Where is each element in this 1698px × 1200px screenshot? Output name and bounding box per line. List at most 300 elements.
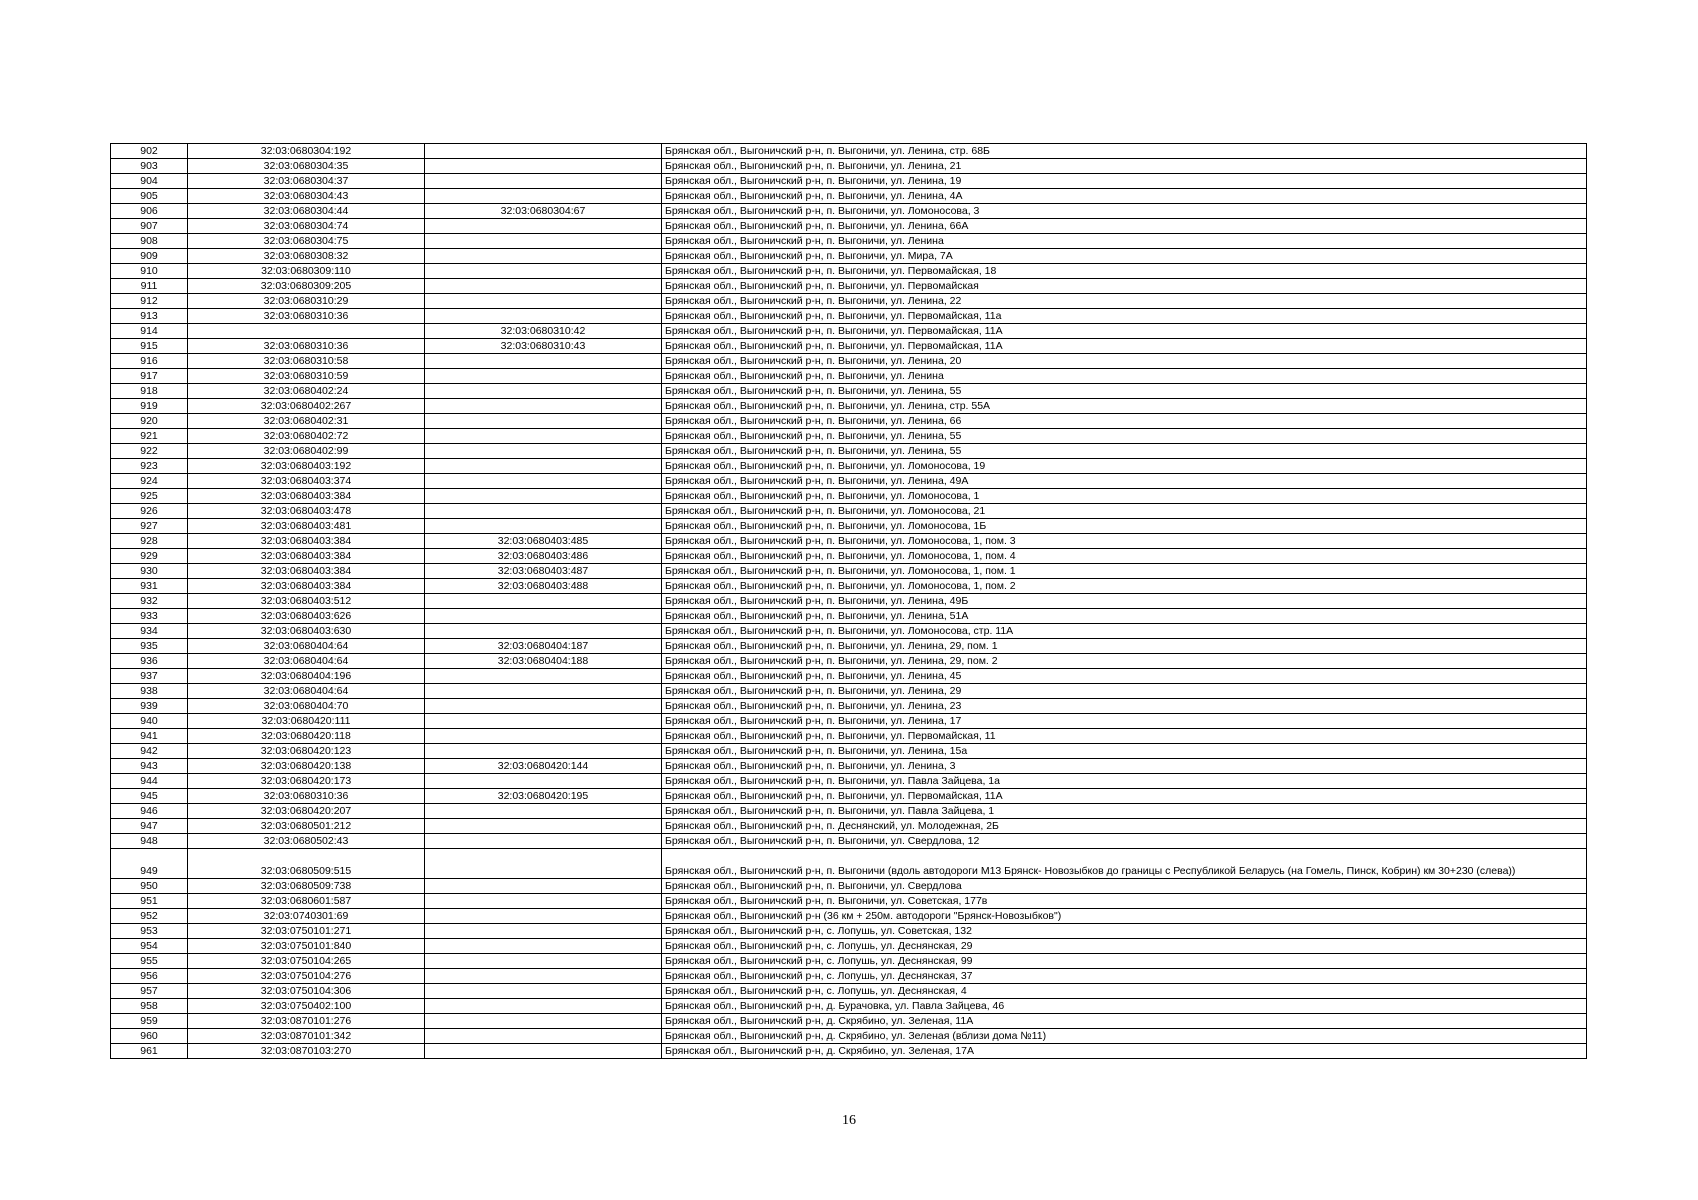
address-cell: Брянская обл., Выгоничский р-н, п. Выгоничи, ул. Ленина, 49А	[662, 474, 1587, 489]
related-cadastral-number-cell	[425, 459, 662, 474]
row-number-cell: 959	[111, 1014, 188, 1029]
row-number-cell: 921	[111, 429, 188, 444]
row-number-cell: 914	[111, 324, 188, 339]
address-cell: Брянская обл., Выгоничский р-н, п. Выгоничи, ул. Ленина, 55	[662, 384, 1587, 399]
table-row	[111, 369, 1587, 384]
related-cadastral-number-cell	[425, 624, 662, 639]
related-cadastral-number-cell	[425, 1044, 662, 1059]
cadastral-number-cell: 32:03:0680310:36	[188, 789, 425, 804]
cadastral-number-cell: 32:03:0750104:265	[188, 954, 425, 969]
table-row	[111, 279, 1587, 294]
row-number-cell: 943	[111, 759, 188, 774]
table-row	[111, 549, 1587, 564]
related-cadastral-number-cell	[425, 384, 662, 399]
address-cell: Брянская обл., Выгоничский р-н, п. Выгоничи, ул. Ломоносова, 19	[662, 459, 1587, 474]
cadastral-number-cell: 32:03:0680509:515	[188, 849, 425, 879]
address-cell: Брянская обл., Выгоничский р-н, д. Скрябино, ул. Зеленая, 17А	[662, 1044, 1587, 1059]
address-cell: Брянская обл., Выгоничский р-н, п. Выгоничи, ул. Первомайская, 11	[662, 729, 1587, 744]
related-cadastral-number-cell	[425, 969, 662, 984]
cadastral-number-cell: 32:03:0680304:35	[188, 159, 425, 174]
table-row	[111, 384, 1587, 399]
related-cadastral-number-cell: 32:03:0680310:42	[425, 324, 662, 339]
row-number-cell: 927	[111, 519, 188, 534]
related-cadastral-number-cell	[425, 219, 662, 234]
cadastral-number-cell: 32:03:0680601:587	[188, 894, 425, 909]
cadastral-number-cell: 32:03:0680403:630	[188, 624, 425, 639]
row-number-cell: 903	[111, 159, 188, 174]
cadastral-number-cell: 32:03:0680403:481	[188, 519, 425, 534]
related-cadastral-number-cell	[425, 819, 662, 834]
cadastral-number-cell: 32:03:0680420:118	[188, 729, 425, 744]
address-cell: Брянская обл., Выгоничский р-н, п. Выгоничи, ул. Ленина	[662, 234, 1587, 249]
related-cadastral-number-cell	[425, 429, 662, 444]
cadastral-number-cell: 32:03:0680420:173	[188, 774, 425, 789]
related-cadastral-number-cell	[425, 444, 662, 459]
related-cadastral-number-cell	[425, 924, 662, 939]
row-number-cell: 956	[111, 969, 188, 984]
row-number-cell: 928	[111, 534, 188, 549]
cadastral-number-cell: 32:03:0680304:192	[188, 144, 425, 159]
cadastral-number-cell: 32:03:0750104:306	[188, 984, 425, 999]
cadastral-number-cell: 32:03:0680310:58	[188, 354, 425, 369]
related-cadastral-number-cell	[425, 729, 662, 744]
address-cell: Брянская обл., Выгоничский р-н, п. Выгоничи, ул. Ленина, 29, пом. 2	[662, 654, 1587, 669]
related-cadastral-number-cell	[425, 489, 662, 504]
related-cadastral-number-cell	[425, 519, 662, 534]
cadastral-number-cell: 32:03:0750104:276	[188, 969, 425, 984]
cadastral-number-cell: 32:03:0680304:44	[188, 204, 425, 219]
related-cadastral-number-cell	[425, 309, 662, 324]
address-cell: Брянская обл., Выгоничский р-н, п. Выгоничи, ул. Ленина, 66	[662, 414, 1587, 429]
address-cell: Брянская обл., Выгоничский р-н (36 км + 250м. автодороги "Брянск-Новозыбков")	[662, 909, 1587, 924]
row-number-cell: 913	[111, 309, 188, 324]
address-cell: Брянская обл., Выгоничский р-н, п. Выгоничи, ул. Ленина, стр. 68Б	[662, 144, 1587, 159]
cadastral-number-cell: 32:03:0680310:36	[188, 339, 425, 354]
cadastral-number-cell: 32:03:0680403:512	[188, 594, 425, 609]
row-number-cell: 951	[111, 894, 188, 909]
table-row	[111, 834, 1587, 849]
table-row	[111, 249, 1587, 264]
related-cadastral-number-cell	[425, 699, 662, 714]
address-cell: Брянская обл., Выгоничский р-н, с. Лопушь, ул. Деснянская, 4	[662, 984, 1587, 999]
row-number-cell: 930	[111, 564, 188, 579]
table-row	[111, 459, 1587, 474]
address-cell: Брянская обл., Выгоничский р-н, п. Выгоничи, ул. Первомайская, 18	[662, 264, 1587, 279]
cadastral-number-cell: 32:03:0680403:384	[188, 534, 425, 549]
table-row	[111, 219, 1587, 234]
cadastral-number-cell: 32:03:0680402:267	[188, 399, 425, 414]
cadastral-number-cell: 32:03:0680403:374	[188, 474, 425, 489]
row-number-cell: 933	[111, 609, 188, 624]
address-cell: Брянская обл., Выгоничский р-н, п. Выгоничи, ул. Ломоносова, стр. 11А	[662, 624, 1587, 639]
related-cadastral-number-cell	[425, 159, 662, 174]
row-number-cell: 961	[111, 1044, 188, 1059]
row-number-cell: 954	[111, 939, 188, 954]
table-row	[111, 984, 1587, 999]
table-row	[111, 564, 1587, 579]
row-number-cell: 941	[111, 729, 188, 744]
address-cell: Брянская обл., Выгоничский р-н, п. Выгоничи, ул. Павла Зайцева, 1	[662, 804, 1587, 819]
address-cell: Брянская обл., Выгоничский р-н, с. Лопушь, ул. Советская, 132	[662, 924, 1587, 939]
cadastral-number-cell: 32:03:0870101:276	[188, 1014, 425, 1029]
address-cell: Брянская обл., Выгоничский р-н, п. Выгоничи, ул. Свердлова, 12	[662, 834, 1587, 849]
row-number-cell: 936	[111, 654, 188, 669]
related-cadastral-number-cell	[425, 1029, 662, 1044]
related-cadastral-number-cell	[425, 504, 662, 519]
row-number-cell: 958	[111, 999, 188, 1014]
address-cell: Брянская обл., Выгоничский р-н, п. Выгоничи, ул. Советская, 177в	[662, 894, 1587, 909]
related-cadastral-number-cell	[425, 999, 662, 1014]
address-cell: Брянская обл., Выгоничский р-н, п. Деснянский, ул. Молодежная, 2Б	[662, 819, 1587, 834]
address-cell: Брянская обл., Выгоничский р-н, п. Выгоничи, ул. Ломоносова, 1, пом. 3	[662, 534, 1587, 549]
related-cadastral-number-cell	[425, 954, 662, 969]
cadastral-number-cell: 32:03:0680402:99	[188, 444, 425, 459]
address-cell: Брянская обл., Выгоничский р-н, с. Лопушь, ул. Деснянская, 37	[662, 969, 1587, 984]
address-cell: Брянская обл., Выгоничский р-н, п. Выгоничи, ул. Мира, 7А	[662, 249, 1587, 264]
table-row	[111, 954, 1587, 969]
address-cell: Брянская обл., Выгоничский р-н, п. Выгоничи, ул. Первомайская, 11А	[662, 789, 1587, 804]
address-cell: Брянская обл., Выгоничский р-н, п. Выгоничи, ул. Ленина, 45	[662, 669, 1587, 684]
related-cadastral-number-cell	[425, 849, 662, 879]
cadastral-number-cell: 32:03:0680308:32	[188, 249, 425, 264]
table-row	[111, 879, 1587, 894]
related-cadastral-number-cell: 32:03:0680304:67	[425, 204, 662, 219]
cadastral-number-cell: 32:03:0680403:384	[188, 564, 425, 579]
table-row	[111, 234, 1587, 249]
table-row	[111, 924, 1587, 939]
row-number-cell: 920	[111, 414, 188, 429]
cadastral-number-cell: 32:03:0680304:75	[188, 234, 425, 249]
row-number-cell: 924	[111, 474, 188, 489]
cadastral-number-cell: 32:03:0680402:72	[188, 429, 425, 444]
cadastral-number-cell: 32:03:0680304:37	[188, 174, 425, 189]
row-number-cell: 955	[111, 954, 188, 969]
address-cell: Брянская обл., Выгоничский р-н, с. Лопушь, ул. Деснянская, 99	[662, 954, 1587, 969]
cadastral-number-cell: 32:03:0750101:840	[188, 939, 425, 954]
cadastral-number-cell: 32:03:0870101:342	[188, 1029, 425, 1044]
cadastral-number-cell: 32:03:0680509:738	[188, 879, 425, 894]
table-row	[111, 309, 1587, 324]
table-row	[111, 774, 1587, 789]
table-row	[111, 639, 1587, 654]
row-number-cell: 937	[111, 669, 188, 684]
table-row	[111, 504, 1587, 519]
related-cadastral-number-cell	[425, 414, 662, 429]
table-row	[111, 609, 1587, 624]
cadastral-number-cell: 32:03:0680420:123	[188, 744, 425, 759]
cadastral-number-cell: 32:03:0680309:205	[188, 279, 425, 294]
address-cell: Брянская обл., Выгоничский р-н, п. Выгоничи, ул. Ленина, 51А	[662, 609, 1587, 624]
address-cell: Брянская обл., Выгоничский р-н, п. Выгоничи, ул. Ленина, 19	[662, 174, 1587, 189]
row-number-cell: 948	[111, 834, 188, 849]
row-number-cell: 960	[111, 1029, 188, 1044]
related-cadastral-number-cell	[425, 264, 662, 279]
row-number-cell: 939	[111, 699, 188, 714]
address-cell: Брянская обл., Выгоничский р-н, п. Выгоничи, ул. Ломоносова, 1, пом. 4	[662, 549, 1587, 564]
related-cadastral-number-cell	[425, 909, 662, 924]
address-cell: Брянская обл., Выгоничский р-н, п. Выгоничи, ул. Ленина, 15а	[662, 744, 1587, 759]
cadastral-number-cell: 32:03:0740301:69	[188, 909, 425, 924]
row-number-cell: 953	[111, 924, 188, 939]
row-number-cell: 904	[111, 174, 188, 189]
row-number-cell: 944	[111, 774, 188, 789]
table-row	[111, 1044, 1587, 1059]
cadastral-number-cell: 32:03:0680310:36	[188, 309, 425, 324]
table-row	[111, 699, 1587, 714]
row-number-cell: 949	[111, 849, 188, 879]
cadastral-number-cell: 32:03:0680310:29	[188, 294, 425, 309]
related-cadastral-number-cell	[425, 354, 662, 369]
row-number-cell: 952	[111, 909, 188, 924]
cadastral-number-cell: 32:03:0680420:207	[188, 804, 425, 819]
row-number-cell: 935	[111, 639, 188, 654]
address-cell: Брянская обл., Выгоничский р-н, п. Выгоничи, ул. Ленина, 55	[662, 444, 1587, 459]
address-cell: Брянская обл., Выгоничский р-н, п. Выгоничи (вдоль автодороги М13 Брянск- Новозыбков до границы с Республикой Беларусь (на Гомель, Пинск, Кобрин) км 30+230 (слева))	[662, 849, 1587, 879]
address-cell: Брянская обл., Выгоничский р-н, п. Выгоничи, ул. Ломоносова, 1	[662, 489, 1587, 504]
cadastral-number-cell: 32:03:0750402:100	[188, 999, 425, 1014]
related-cadastral-number-cell: 32:03:0680404:188	[425, 654, 662, 669]
cadastral-number-cell: 32:03:0680404:70	[188, 699, 425, 714]
table-row	[111, 579, 1587, 594]
related-cadastral-number-cell: 32:03:0680403:487	[425, 564, 662, 579]
table-row	[111, 714, 1587, 729]
cadastral-number-cell: 32:03:0680404:64	[188, 639, 425, 654]
cadastral-number-cell: 32:03:0750101:271	[188, 924, 425, 939]
address-cell: Брянская обл., Выгоничский р-н, п. Выгоничи, ул. Ленина, 55	[662, 429, 1587, 444]
address-cell: Брянская обл., Выгоничский р-н, п. Выгоничи, ул. Ломоносова, 3	[662, 204, 1587, 219]
table-row	[111, 354, 1587, 369]
table-row	[111, 159, 1587, 174]
cadastral-number-cell: 32:03:0870103:270	[188, 1044, 425, 1059]
related-cadastral-number-cell	[425, 894, 662, 909]
cadastral-number-cell: 32:03:0680420:111	[188, 714, 425, 729]
related-cadastral-number-cell	[425, 1014, 662, 1029]
table-row	[111, 489, 1587, 504]
row-number-cell: 926	[111, 504, 188, 519]
table-row	[111, 684, 1587, 699]
table-row	[111, 624, 1587, 639]
cadastral-number-cell: 32:03:0680402:31	[188, 414, 425, 429]
address-cell: Брянская обл., Выгоничский р-н, п. Выгоничи, ул. Павла Зайцева, 1а	[662, 774, 1587, 789]
address-cell: Брянская обл., Выгоничский р-н, п. Выгоничи, ул. Ленина, 21	[662, 159, 1587, 174]
row-number-cell: 946	[111, 804, 188, 819]
address-cell: Брянская обл., Выгоничский р-н, п. Выгоничи, ул. Ломоносова, 21	[662, 504, 1587, 519]
row-number-cell: 950	[111, 879, 188, 894]
row-number-cell: 910	[111, 264, 188, 279]
row-number-cell: 922	[111, 444, 188, 459]
table-row	[111, 264, 1587, 279]
address-cell: Брянская обл., Выгоничский р-н, п. Выгоничи, ул. Ленина, 29	[662, 684, 1587, 699]
cadastral-number-cell: 32:03:0680403:384	[188, 489, 425, 504]
related-cadastral-number-cell: 32:03:0680310:43	[425, 339, 662, 354]
address-cell: Брянская обл., Выгоничский р-н, п. Выгоничи, ул. Ломоносова, 1Б	[662, 519, 1587, 534]
related-cadastral-number-cell	[425, 684, 662, 699]
table-row	[111, 819, 1587, 834]
related-cadastral-number-cell: 32:03:0680420:195	[425, 789, 662, 804]
table-row	[111, 519, 1587, 534]
related-cadastral-number-cell	[425, 834, 662, 849]
related-cadastral-number-cell: 32:03:0680404:187	[425, 639, 662, 654]
address-cell: Брянская обл., Выгоничский р-н, п. Выгоничи, ул. Свердлова	[662, 879, 1587, 894]
address-cell: Брянская обл., Выгоничский р-н, с. Лопушь, ул. Деснянская, 29	[662, 939, 1587, 954]
address-cell: Брянская обл., Выгоничский р-н, п. Выгоничи, ул. Ленина, 29, пом. 1	[662, 639, 1587, 654]
row-number-cell: 905	[111, 189, 188, 204]
related-cadastral-number-cell	[425, 669, 662, 684]
table-row	[111, 144, 1587, 159]
related-cadastral-number-cell	[425, 714, 662, 729]
table-row	[111, 414, 1587, 429]
cadastral-number-cell: 32:03:0680403:384	[188, 549, 425, 564]
address-cell: Брянская обл., Выгоничский р-н, п. Выгоничи, ул. Ленина, 17	[662, 714, 1587, 729]
table-row	[111, 729, 1587, 744]
row-number-cell: 938	[111, 684, 188, 699]
related-cadastral-number-cell: 32:03:0680403:488	[425, 579, 662, 594]
row-number-cell: 916	[111, 354, 188, 369]
address-cell: Брянская обл., Выгоничский р-н, п. Выгоничи, ул. Первомайская	[662, 279, 1587, 294]
address-cell: Брянская обл., Выгоничский р-н, д. Скрябино, ул. Зеленая (вблизи дома №11)	[662, 1029, 1587, 1044]
row-number-cell: 907	[111, 219, 188, 234]
table-row	[111, 1029, 1587, 1044]
row-number-cell: 945	[111, 789, 188, 804]
table-row	[111, 324, 1587, 339]
table-row	[111, 339, 1587, 354]
row-number-cell: 957	[111, 984, 188, 999]
row-number-cell: 908	[111, 234, 188, 249]
registry-table	[110, 143, 1587, 1059]
address-cell: Брянская обл., Выгоничский р-н, п. Выгоничи, ул. Первомайская, 11А	[662, 339, 1587, 354]
cadastral-number-cell	[188, 324, 425, 339]
cadastral-number-cell: 32:03:0680304:74	[188, 219, 425, 234]
related-cadastral-number-cell: 32:03:0680403:485	[425, 534, 662, 549]
row-number-cell: 947	[111, 819, 188, 834]
table-row	[111, 759, 1587, 774]
row-number-cell: 932	[111, 594, 188, 609]
row-number-cell: 917	[111, 369, 188, 384]
table-row	[111, 399, 1587, 414]
related-cadastral-number-cell	[425, 294, 662, 309]
table-row	[111, 894, 1587, 909]
address-cell: Брянская обл., Выгоничский р-н, п. Выгоничи, ул. Ленина, 23	[662, 699, 1587, 714]
address-cell: Брянская обл., Выгоничский р-н, п. Выгоничи, ул. Ленина, 4А	[662, 189, 1587, 204]
table-row	[111, 969, 1587, 984]
related-cadastral-number-cell	[425, 594, 662, 609]
related-cadastral-number-cell	[425, 399, 662, 414]
table-row	[111, 999, 1587, 1014]
related-cadastral-number-cell	[425, 609, 662, 624]
cadastral-number-cell: 32:03:0680403:192	[188, 459, 425, 474]
table-row	[111, 594, 1587, 609]
table-row	[111, 174, 1587, 189]
table-row	[111, 909, 1587, 924]
table-row	[111, 204, 1587, 219]
related-cadastral-number-cell	[425, 939, 662, 954]
row-number-cell: 915	[111, 339, 188, 354]
row-number-cell: 902	[111, 144, 188, 159]
related-cadastral-number-cell	[425, 804, 662, 819]
row-number-cell: 940	[111, 714, 188, 729]
table-row	[111, 804, 1587, 819]
cadastral-number-cell: 32:03:0680501:212	[188, 819, 425, 834]
address-cell: Брянская обл., Выгоничский р-н, п. Выгоничи, ул. Ленина	[662, 369, 1587, 384]
table-row	[111, 294, 1587, 309]
row-number-cell: 934	[111, 624, 188, 639]
row-number-cell: 919	[111, 399, 188, 414]
table-row	[111, 669, 1587, 684]
cadastral-number-cell: 32:03:0680403:384	[188, 579, 425, 594]
related-cadastral-number-cell	[425, 249, 662, 264]
row-number-cell: 925	[111, 489, 188, 504]
cadastral-number-cell: 32:03:0680309:110	[188, 264, 425, 279]
cadastral-number-cell: 32:03:0680402:24	[188, 384, 425, 399]
table-row	[111, 744, 1587, 759]
cadastral-number-cell: 32:03:0680404:64	[188, 654, 425, 669]
related-cadastral-number-cell	[425, 984, 662, 999]
address-cell: Брянская обл., Выгоничский р-н, п. Выгоничи, ул. Ломоносова, 1, пом. 1	[662, 564, 1587, 579]
cadastral-number-cell: 32:03:0680420:138	[188, 759, 425, 774]
row-number-cell: 912	[111, 294, 188, 309]
related-cadastral-number-cell: 32:03:0680420:144	[425, 759, 662, 774]
address-cell: Брянская обл., Выгоничский р-н, д. Бурачовка, ул. Павла Зайцева, 46	[662, 999, 1587, 1014]
cadastral-number-cell: 32:03:0680310:59	[188, 369, 425, 384]
table-row	[111, 444, 1587, 459]
row-number-cell: 923	[111, 459, 188, 474]
table-row	[111, 189, 1587, 204]
related-cadastral-number-cell	[425, 174, 662, 189]
address-cell: Брянская обл., Выгоничский р-н, п. Выгоничи, ул. Ленина, 20	[662, 354, 1587, 369]
table-row	[111, 534, 1587, 549]
address-cell: Брянская обл., Выгоничский р-н, д. Скрябино, ул. Зеленая, 11А	[662, 1014, 1587, 1029]
related-cadastral-number-cell	[425, 189, 662, 204]
address-cell: Брянская обл., Выгоничский р-н, п. Выгоничи, ул. Первомайская, 11А	[662, 324, 1587, 339]
related-cadastral-number-cell	[425, 279, 662, 294]
row-number-cell: 929	[111, 549, 188, 564]
table-row	[111, 939, 1587, 954]
page-number: 16	[842, 1113, 856, 1128]
row-number-cell: 918	[111, 384, 188, 399]
row-number-cell: 942	[111, 744, 188, 759]
cadastral-number-cell: 32:03:0680404:196	[188, 669, 425, 684]
table-body	[111, 144, 1587, 1059]
related-cadastral-number-cell	[425, 774, 662, 789]
related-cadastral-number-cell	[425, 879, 662, 894]
table-row	[111, 474, 1587, 489]
address-cell: Брянская обл., Выгоничский р-н, п. Выгоничи, ул. Ленина, стр. 55А	[662, 399, 1587, 414]
address-cell: Брянская обл., Выгоничский р-н, п. Выгоничи, ул. Первомайская, 11а	[662, 309, 1587, 324]
address-cell: Брянская обл., Выгоничский р-н, п. Выгоничи, ул. Ленина, 49Б	[662, 594, 1587, 609]
row-number-cell: 911	[111, 279, 188, 294]
related-cadastral-number-cell	[425, 369, 662, 384]
cadastral-number-cell: 32:03:0680502:43	[188, 834, 425, 849]
table-row	[111, 1014, 1587, 1029]
row-number-cell: 931	[111, 579, 188, 594]
address-cell: Брянская обл., Выгоничский р-н, п. Выгоничи, ул. Ленина, 22	[662, 294, 1587, 309]
cadastral-number-cell: 32:03:0680403:626	[188, 609, 425, 624]
address-cell: Брянская обл., Выгоничский р-н, п. Выгоничи, ул. Ленина, 66А	[662, 219, 1587, 234]
related-cadastral-number-cell: 32:03:0680403:486	[425, 549, 662, 564]
address-cell: Брянская обл., Выгоничский р-н, п. Выгоничи, ул. Ленина, 3	[662, 759, 1587, 774]
table-row	[111, 849, 1587, 879]
related-cadastral-number-cell	[425, 144, 662, 159]
address-cell: Брянская обл., Выгоничский р-н, п. Выгоничи, ул. Ломоносова, 1, пом. 2	[662, 579, 1587, 594]
related-cadastral-number-cell	[425, 474, 662, 489]
related-cadastral-number-cell	[425, 744, 662, 759]
row-number-cell: 906	[111, 204, 188, 219]
cadastral-number-cell: 32:03:0680403:478	[188, 504, 425, 519]
related-cadastral-number-cell	[425, 234, 662, 249]
table-row	[111, 789, 1587, 804]
cadastral-number-cell: 32:03:0680404:64	[188, 684, 425, 699]
table-row	[111, 429, 1587, 444]
